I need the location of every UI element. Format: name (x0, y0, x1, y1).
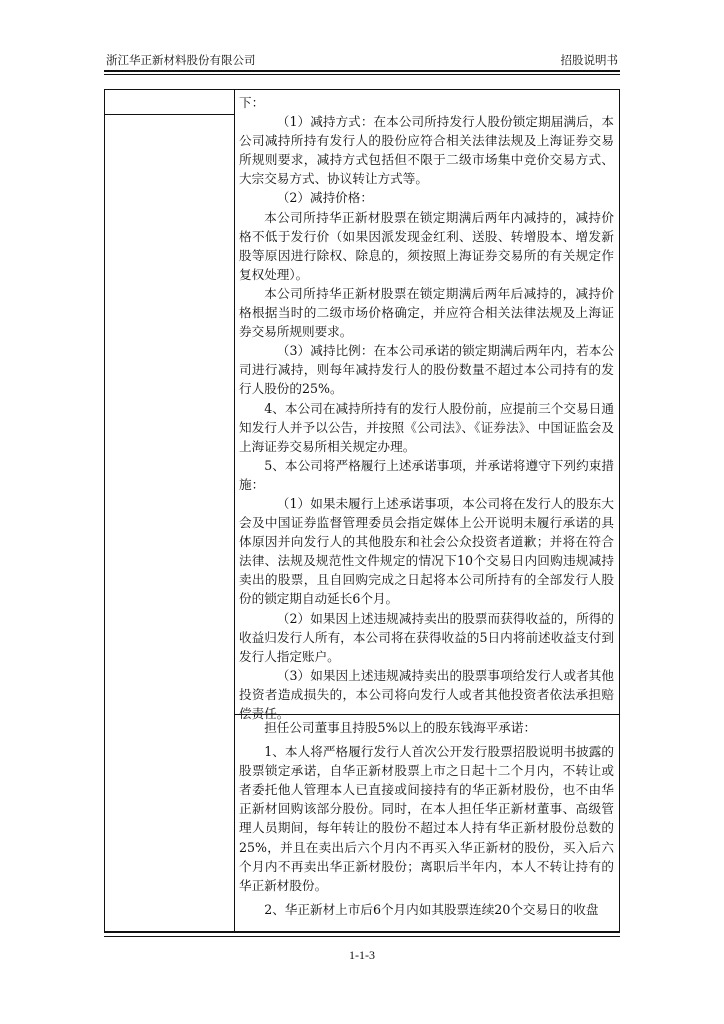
paragraph-reduction-ratio: （3）减持比例：在本公司承诺的锁定期满后两年内，若本公司进行减持，则每年减持发行人的股份数量不超过本公司持有的发行人股份的25%。 (239, 343, 614, 397)
left-column-row-border (104, 114, 234, 115)
paragraph-reduction-price-within-two-years: 本公司所持华正新材股票在锁定期满后两年内减持的，减持价格不低于发行价（如果因派发现金红利、送股、转增股本、增发新股等原因进行除权、除息的，须按照上海证券交易所的有关规定作复权处理）。 (239, 209, 614, 282)
paragraph-constraint-measures: 5、本公司将严格履行上述承诺事项，并承诺将遵守下列约束措施： (239, 457, 614, 492)
header-company-name: 浙江华正新材料股份有限公司 (106, 53, 256, 67)
table-left-border (104, 89, 105, 932)
page-number: 1-1-3 (349, 948, 375, 962)
commitment-cell-company (239, 93, 614, 723)
table-top-border (104, 89, 620, 90)
paragraph-shareholder-heading: 担任公司董事且持股5%以上的股东钱海平承诺： (264, 720, 537, 735)
paragraph-reduction-price-heading: （2）减持价格： (276, 190, 373, 206)
paragraph-constraint-1: （1）如果未履行上述承诺事项，本公司将在发行人的股东大会及中国证券监督管理委员会指定媒体上公开说明未履行承诺的具体原因并向发行人的其他股东和社会公众投资者道歉；并将在符合法律、法规及规范性文件规定的情况下10个交易日内回购违规减持卖出的股票，且自回购完成之日起将本公司所持有的全部发行人股份的锁定期自动延长6个月。 (239, 495, 614, 607)
paragraph-reduction-price-after-two-years: 本公司所持华正新材股票在锁定期满后两年后减持的，减持价格根据当时的二级市场价格确定，并应符合相关法律法规及上海证券交易所规则要求。 (239, 285, 614, 340)
table-bottom-rule-thick (104, 931, 620, 933)
paragraph-reduction-method: （1）减持方式：在本公司所持发行人股份锁定期届满后，本公司减持所持有发行人的股份应符合相关法律法规及上海证券交易所规则要求，减持方式包括但不限于二级市场集中竞价交易方式、大宗交易方式、协议转让方式等。 (239, 114, 614, 187)
paragraph-constraint-3: （3）如果因上述违规减持卖出的股票事项给发行人或者其他投资者造成损失的，本公司将向发行人或者其他投资者依法承担赔偿责任。 (239, 667, 614, 721)
paragraph-announcement: 4、本公司在减持所持有的发行人股份前，应提前三个交易日通知发行人并予以公告，并按照《公司法》、《证券法》、中国证监会及上海证券交易所相关规定办理。 (239, 400, 614, 454)
table-column-divider (234, 89, 235, 932)
commitment-cell-shareholder (239, 718, 614, 919)
paragraph-continuation: 下： (239, 95, 265, 110)
table-right-border (619, 89, 620, 932)
paragraph-price-commitment: 2、华正新材上市后6个月内如其股票连续20个交易日的收盘 (264, 901, 599, 917)
header-rule-thick (104, 70, 620, 72)
paragraph-lockup-commitment: 1、本人将严格履行发行人首次公开发行股票招股说明书披露的股票锁定承诺，自华正新材股票上市之日起十二个月内，不转让或者委托他人管理本人已直接或间接持有的华正新材股份，也不由华正新材回购该部分股份。同时，在本人担任华正新材董事、高级管理人员期间，每年转让的股份不超过本人持有华正新材股份总数的25%，并且在卖出后六个月内不再买入华正新材的股份，买入后六个月内不再卖出华正新材股份；离职后半年内，本人不转让持有的华正新材股份。 (239, 744, 614, 893)
header-document-title: 招股说明书 (560, 53, 618, 67)
header-rule-thin (104, 74, 620, 75)
paragraph-constraint-2: （2）如果因上述违规减持卖出的股票而获得收益的，所得的收益归发行人所有，本公司将在获得收益的5日内将前述收益支付到发行人指定账户。 (239, 610, 614, 664)
table-bottom-rule-thin (104, 936, 620, 937)
